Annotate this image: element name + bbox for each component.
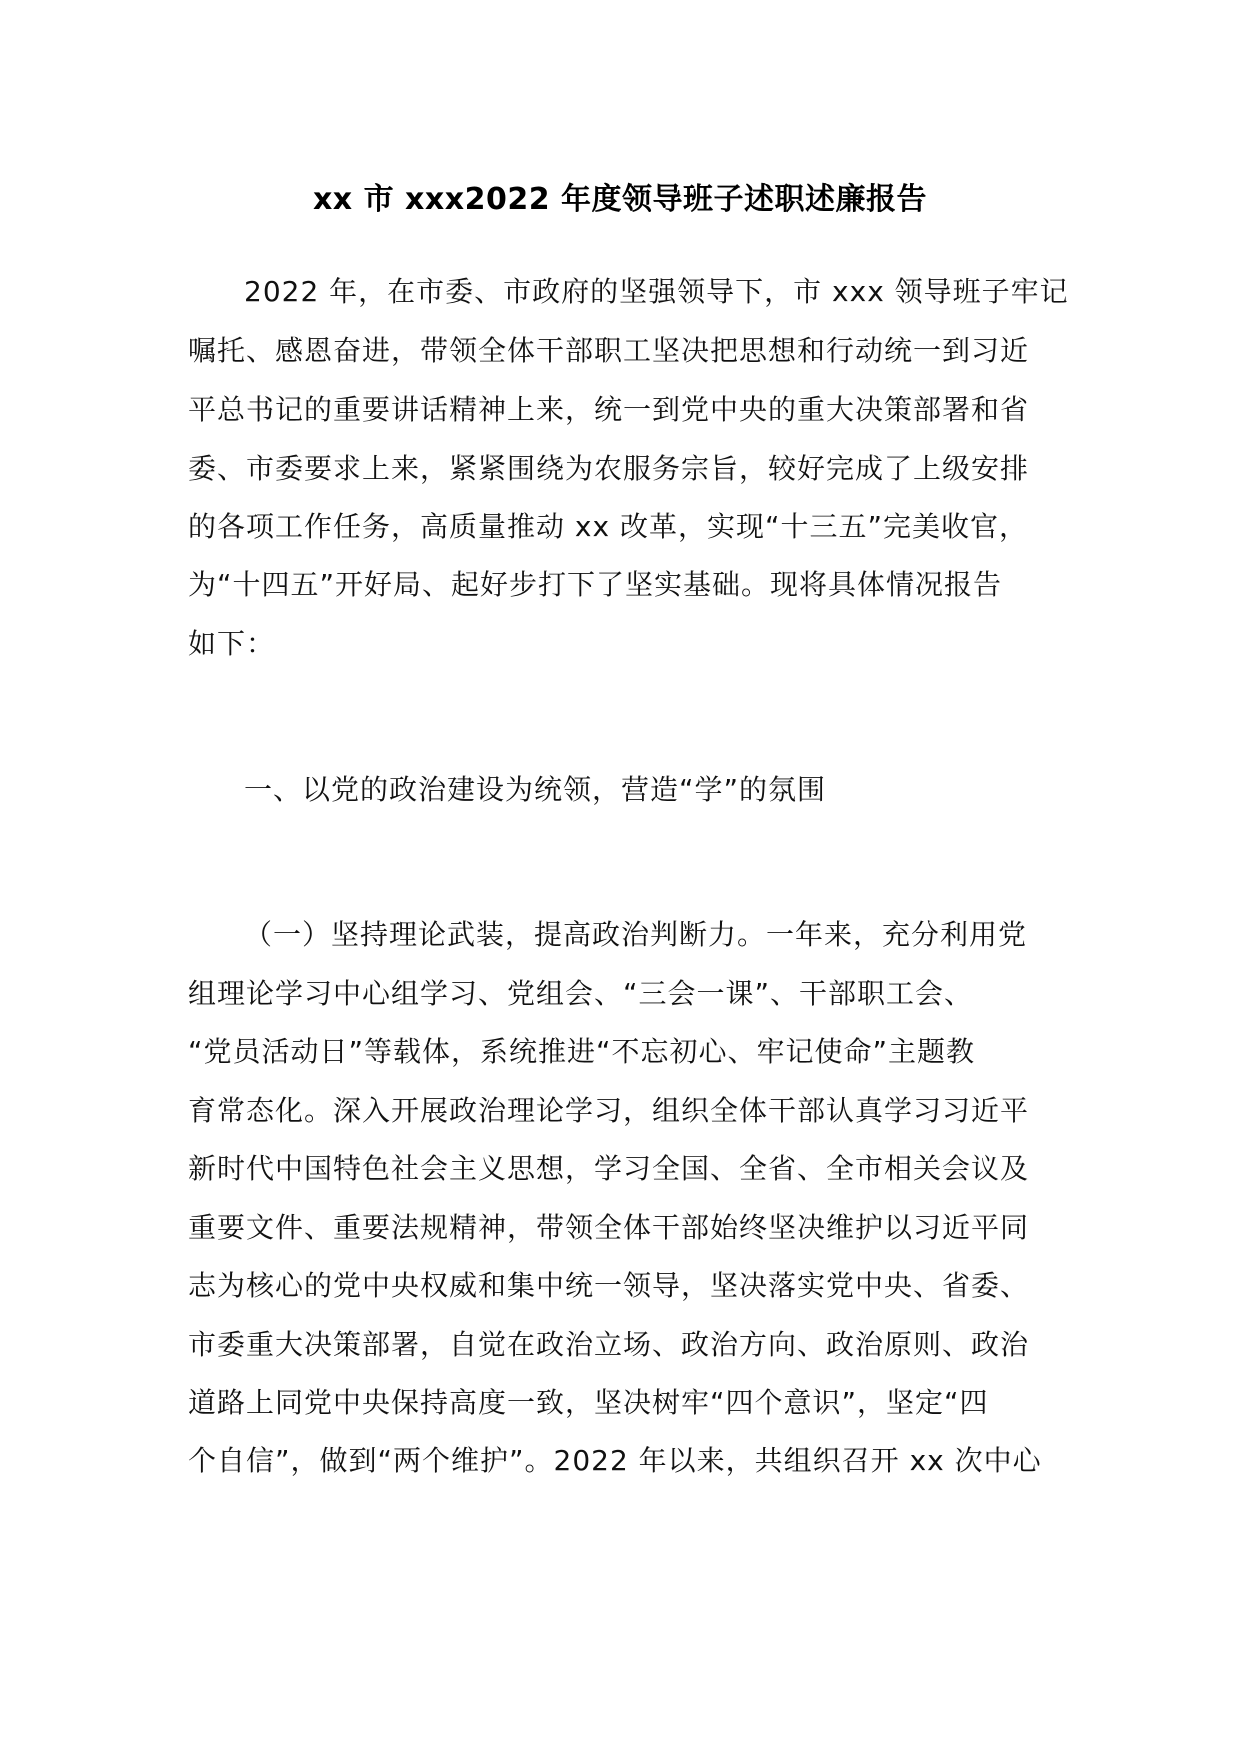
intro-line: 的各项工作任务，高质量推动 xx 改革，实现“十三五”完美收官， [188, 510, 1028, 543]
subsection-line: 新时代中国特色社会主义思想，学习全国、全省、全市相关会议及 [188, 1152, 1030, 1185]
intro-line: 2022 年，在市委、市政府的坚强领导下，市 xxx 领导班子牢记 [244, 275, 1069, 308]
subsection-line: 个自信”，做到“两个维护”。2022 年以来，共组织召开 xx 次中心 [188, 1444, 1042, 1477]
subsection-line: （一）坚持理论武装，提高政治判断力。一年来，充分利用党 [244, 918, 1028, 951]
subsection-line: 重要文件、重要法规精神，带领全体干部始终坚决维护以习近平同 [188, 1211, 1030, 1244]
subsection-line: 志为核心的党中央权威和集中统一领导，坚决落实党中央、省委、 [188, 1269, 1030, 1302]
section-heading: 一、以党的政治建设为统领，营造“学”的氛围 [244, 773, 827, 806]
subsection-line: 道路上同党中央保持高度一致，坚决树牢“四个意识”，坚定“四 [188, 1386, 989, 1419]
intro-line: 如下： [188, 627, 276, 660]
intro-line: 嘱托、感恩奋进，带领全体干部职工坚决把思想和行动统一到习近 [188, 334, 1030, 367]
document-title: xx 市 xxx2022 年度领导班子述职述廉报告 [312, 182, 928, 217]
subsection-line: 育常态化。深入开展政治理论学习，组织全体干部认真学习习近平 [188, 1094, 1030, 1127]
subsection-line: 组理论学习中心组学习、党组会、“三会一课”、干部职工会、 [188, 977, 974, 1010]
intro-line: 为“十四五”开好局、起好步打下了坚实基础。现将具体情况报告 [188, 568, 1003, 601]
subsection-line: 市委重大决策部署，自觉在政治立场、政治方向、政治原则、政治 [188, 1328, 1030, 1361]
intro-line: 委、市委要求上来，紧紧围绕为农服务宗旨，较好完成了上级安排 [188, 452, 1030, 485]
intro-line: 平总书记的重要讲话精神上来，统一到党中央的重大决策部署和省 [188, 393, 1030, 426]
subsection-line: “党员活动日”等载体，系统推进“不忘初心、牢记使命”主题教 [188, 1035, 976, 1068]
